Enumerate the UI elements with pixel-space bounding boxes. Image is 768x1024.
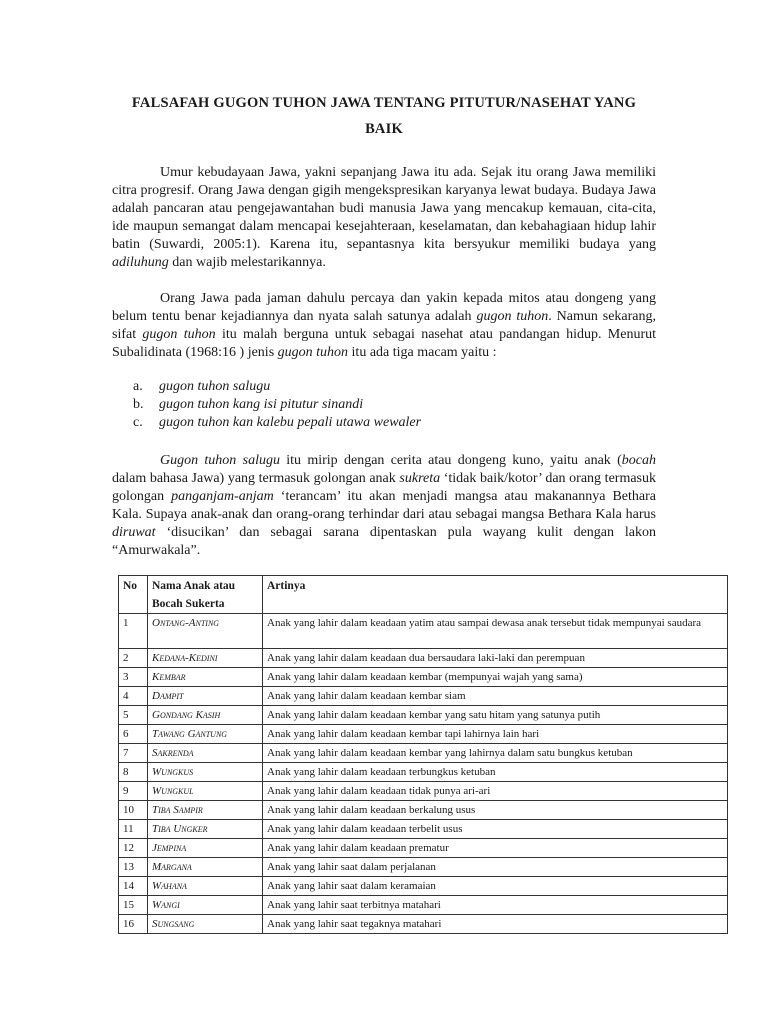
cell-meaning: Anak yang lahir dalam keadaan terbelit usus <box>263 820 728 839</box>
list-item-text: gugon tuhon salugu <box>159 379 271 394</box>
cell-no: 2 <box>119 649 148 668</box>
cell-name: Sungsang <box>148 915 263 934</box>
italic-term: gugon tuhon <box>277 345 349 360</box>
italic-term: Gugon tuhon salugu <box>160 453 280 468</box>
page-title <box>100 90 668 142</box>
title-line-1: FALSAFAH GUGON TUHON JAWA TENTANG PITUTUR/NASEHAT YANG <box>131 95 637 111</box>
table-row <box>119 915 728 934</box>
italic-term: adiluhung <box>112 255 169 270</box>
list-item <box>133 396 653 414</box>
table-row <box>119 858 728 877</box>
cell-name: Tawang Gantung <box>148 725 263 744</box>
cell-no: 16 <box>119 915 148 934</box>
list-item-text: gugon tuhon kang isi pitutur sinandi <box>159 397 364 412</box>
table-header-row <box>119 576 728 614</box>
italic-term: sukreta <box>399 471 441 486</box>
cell-meaning: Anak yang lahir dalam keadaan dua bersaudara laki-laki dan perempuan <box>263 649 728 668</box>
italic-term: gugon tuhon <box>142 327 216 342</box>
paragraph-text: itu mirip dengan cerita atau dongeng kuno, yaitu anak ( <box>279 453 622 468</box>
list-marker: c. <box>133 415 143 430</box>
cell-no: 1 <box>119 614 148 649</box>
table-row <box>119 820 728 839</box>
cell-no: 11 <box>119 820 148 839</box>
paragraph-text: itu malah berguna untuk sebagai nasehat atau pandangan hidup. Menurut Subalidinata (1968:16 ) jenis <box>112 327 657 360</box>
cell-no: 14 <box>119 877 148 896</box>
cell-name: Wahana <box>148 877 263 896</box>
cell-no: 8 <box>119 763 148 782</box>
cell-meaning: Anak yang lahir saat dalam perjalanan <box>263 858 728 877</box>
cell-meaning: Anak yang lahir dalam keadaan tidak punya ari-ari <box>263 782 728 801</box>
cell-name: Tiba Ungker <box>148 820 263 839</box>
paragraph-text: ‘tidak baik/kotor’ dan orang termasuk golongan <box>112 471 656 504</box>
table-row <box>119 763 728 782</box>
italic-term: bocah <box>621 453 656 468</box>
cell-meaning: Anak yang lahir saat dalam keramaian <box>263 877 728 896</box>
list-marker: b. <box>133 397 144 412</box>
paragraph-text: ‘terancam’ itu akan menjadi mangsa atau makanannya Bethara Kala. Supaya anak-anak dan orang-orang terhindar dari atau sebagai mangsa Bethara Kala harus <box>112 489 656 522</box>
table-row <box>119 649 728 668</box>
cell-no: 5 <box>119 706 148 725</box>
paragraph-text: dalam bahasa Jawa) yang termasuk golongan anak <box>112 471 400 486</box>
list-item-text: gugon tuhon kan kalebu pepali utawa wewaler <box>159 415 422 430</box>
table-row <box>119 877 728 896</box>
cell-name: Sakrenda <box>148 744 263 763</box>
cell-name: Jempina <box>148 839 263 858</box>
cell-name: Ontang-Anting <box>148 614 263 649</box>
header-name: Nama Anak atau Bocah Sukerta <box>148 576 263 614</box>
sukerta-table <box>118 575 728 934</box>
cell-no: 9 <box>119 782 148 801</box>
cell-meaning: Anak yang lahir dalam keadaan kembar yang satu hitam yang satunya putih <box>263 706 728 725</box>
cell-name: Margana <box>148 858 263 877</box>
cell-no: 13 <box>119 858 148 877</box>
cell-no: 10 <box>119 801 148 820</box>
list-item <box>133 378 653 396</box>
cell-no: 3 <box>119 668 148 687</box>
table-row <box>119 687 728 706</box>
cell-meaning: Anak yang lahir dalam keadaan yatim atau sampai dewasa anak tersebut tidak mempunyai saudara <box>263 614 728 649</box>
cell-name: Kedana-Kedini <box>148 649 263 668</box>
cell-name: Wangi <box>148 896 263 915</box>
cell-no: 15 <box>119 896 148 915</box>
table-row <box>119 801 728 820</box>
cell-meaning: Anak yang lahir saat terbitnya matahari <box>263 896 728 915</box>
table-row <box>119 706 728 725</box>
paragraph-text: Umur kebudayaan Jawa, yakni sepanjang Jawa itu ada. Sejak itu orang Jawa memiliki citra progresif. Orang Jawa dengan gigih mengekspresikan karyanya lewat budaya. Budaya Jawa adalah pancaran atau pengejawantahan budi manusia Jawa yang mencakup kemauan, cita-cita, ide maupun semangat dalam mencapai kesejahteraan, keselamatan, dan kebahagiaan hidup lahir batin (Suwardi, 2005:1). Karena itu, sepantasnya kita bersyukur memiliki budaya yang <box>112 165 656 252</box>
cell-meaning: Anak yang lahir dalam keadaan terbungkus ketuban <box>263 763 728 782</box>
title-line-2: BAIK <box>365 121 403 137</box>
italic-term: diruwat <box>112 525 156 540</box>
table-row <box>119 839 728 858</box>
paragraph-text: dan wajib melestarikannya. <box>168 255 326 270</box>
list-marker: a. <box>133 379 143 394</box>
table-row <box>119 668 728 687</box>
list-item <box>133 414 653 432</box>
header-meaning: Artinya <box>263 576 728 614</box>
paragraph-text: ‘disucikan’ dan sebagai sarana dipentaskan pula wayang kulit dengan lakon “Amurwakala”. <box>112 525 656 558</box>
paragraph-text: . Namun sekarang, sifat <box>112 309 657 342</box>
table-row <box>119 744 728 763</box>
gugon-tuhon-types-list <box>133 378 653 432</box>
cell-meaning: Anak yang lahir dalam keadaan kembar tapi lahirnya lain hari <box>263 725 728 744</box>
paragraph-gugon-tuhon <box>112 290 656 362</box>
cell-name: Dampit <box>148 687 263 706</box>
cell-meaning: Anak yang lahir dalam keadaan prematur <box>263 839 728 858</box>
cell-no: 7 <box>119 744 148 763</box>
paragraph-intro <box>112 164 656 272</box>
cell-meaning: Anak yang lahir saat tegaknya matahari <box>263 915 728 934</box>
cell-no: 6 <box>119 725 148 744</box>
cell-meaning: Anak yang lahir dalam keadaan kembar yang lahirnya dalam satu bungkus ketuban <box>263 744 728 763</box>
cell-meaning: Anak yang lahir dalam keadaan kembar siam <box>263 687 728 706</box>
paragraph-salugu <box>112 452 656 560</box>
cell-meaning: Anak yang lahir dalam keadaan berkalung usus <box>263 801 728 820</box>
table-row <box>119 725 728 744</box>
cell-no: 4 <box>119 687 148 706</box>
cell-name: Wungkus <box>148 763 263 782</box>
cell-no: 12 <box>119 839 148 858</box>
italic-term: gugon tuhon <box>476 309 549 324</box>
italic-term: panganjam-anjam <box>171 489 274 504</box>
table-row <box>119 782 728 801</box>
paragraph-text: itu ada tiga macam yaitu : <box>348 345 497 360</box>
cell-name: Wungkul <box>148 782 263 801</box>
paragraph-text: Orang Jawa pada jaman dahulu percaya dan yakin kepada mitos atau dongeng yang belum tentu benar kejadiannya dan nyata salah satunya adalah <box>112 291 656 324</box>
table-row <box>119 896 728 915</box>
header-no: No <box>119 576 148 614</box>
cell-name: Kembar <box>148 668 263 687</box>
cell-name: Gondang Kasih <box>148 706 263 725</box>
table-row <box>119 614 728 649</box>
cell-name: Tiba Sampir <box>148 801 263 820</box>
cell-meaning: Anak yang lahir dalam keadaan kembar (mempunyai wajah yang sama) <box>263 668 728 687</box>
